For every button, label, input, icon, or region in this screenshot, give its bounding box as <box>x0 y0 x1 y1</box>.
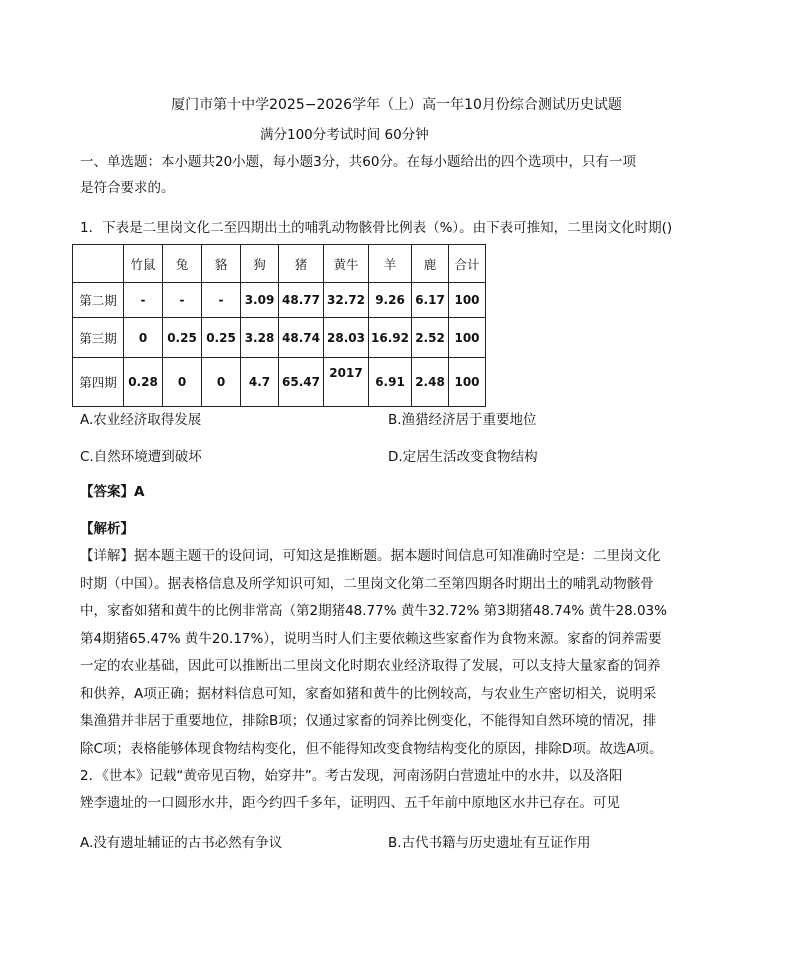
table-cell: 2.48 <box>412 358 449 407</box>
table-cell: - <box>202 283 241 318</box>
q1-answer: 【答案】A <box>80 484 145 500</box>
question-2-stem-line-1: 2．《世本》记载“黄帝见百物，始穿井”。考古发现，河南汤阴白营遗址中的水井，以及洛阳 <box>80 768 623 784</box>
table-cell: 2.52 <box>412 318 449 358</box>
table-cell: 100 <box>449 283 486 318</box>
q1-option-b[interactable]: B.渔猎经济居于重要地位 <box>388 412 537 428</box>
table-header-row <box>73 245 486 283</box>
analysis-line: 时期（中国）。据表格信息及所学知识可知，二里岗文化第二至第四期各时期出土的哺乳动物骸骨 <box>80 575 654 592</box>
table-row-label: 第四期 <box>73 358 124 407</box>
analysis-line: 和供养，A项正确；据材料信息可知，家畜如猪和黄牛的比例较高，与农业生产密切相关，说明采 <box>80 685 657 702</box>
page-subtitle: 满分100分考试时间 60分钟 <box>260 127 429 143</box>
table-cell: 100 <box>449 358 486 407</box>
table-header-cell: 鹿 <box>412 245 449 283</box>
table-cell: 65.47 <box>279 358 324 407</box>
table-cell: 0.25 <box>163 318 202 358</box>
table-header-cell: 狗 <box>241 245 279 283</box>
page-title: 厦门市第十中学2025−2026学年（上）高一年10月份综合测试历史试题 <box>171 97 622 113</box>
q1-analysis-text <box>80 543 690 763</box>
analysis-line: 中，家畜如猪和黄牛的比例非常高（第2期猪48.77% 黄牛32.72% 第3期猪48.74% 黄牛28.03% <box>80 603 667 619</box>
table-header-cell: 合计 <box>449 245 486 283</box>
table-cell: 6.91 <box>369 358 412 407</box>
table-header-cell: 羊 <box>369 245 412 283</box>
table-row-label: 第三期 <box>73 318 124 358</box>
table-cell: 6.17 <box>412 283 449 318</box>
table-cell: 4.7 <box>241 358 279 407</box>
table-row <box>73 283 486 318</box>
analysis-line: 除C项；表格能够体现食物结构变化，但不能得知改变食物结构变化的原因，排除D项。故选A项。 <box>80 740 663 757</box>
table-cell: 0.28 <box>124 358 163 407</box>
table-cell: 3.28 <box>241 318 279 358</box>
question-1-stem: 1．下表是二里岗文化二至四期出土的哺乳动物骸骨比例表（%）。由下表可推知，二里岗文化时期() <box>80 220 673 236</box>
table-cell: - <box>163 283 202 318</box>
table-cell: 28.03 <box>324 318 369 358</box>
table-header-cell: 黄牛 <box>324 245 369 283</box>
table-cell: 0 <box>124 318 163 358</box>
section-instruction-line-2: 是符合要求的。 <box>80 180 175 196</box>
q2-option-b[interactable]: B.古代书籍与历史遗址有互证作用 <box>388 835 591 851</box>
bone-ratio-table <box>72 244 486 407</box>
table-header-cell: 貉 <box>202 245 241 283</box>
analysis-line: 一定的农业基础，因此可以推断出二里岗文化时期农业经济取得了发展，可以支持大量家畜的饲养 <box>80 658 661 674</box>
analysis-line: 第4期猪65.47% 黄牛20.17%），说明当时人们主要依赖这些家畜作为食物来源。家畜的饲养需要 <box>80 630 662 647</box>
table-header-cell: 兔 <box>163 245 202 283</box>
table-cell: 0 <box>202 358 241 407</box>
table-header-cell: 猪 <box>279 245 324 283</box>
q2-option-a[interactable]: A.没有遗址辅证的古书必然有争议 <box>80 835 283 851</box>
table-cell: 48.74 <box>279 318 324 358</box>
table-row <box>73 358 486 407</box>
table-cell: 48.77 <box>279 283 324 318</box>
table-row-label: 第二期 <box>73 283 124 318</box>
q1-option-c[interactable]: C.自然环境遭到破坏 <box>80 449 202 465</box>
table-row <box>73 318 486 358</box>
table-header-cell <box>73 245 124 283</box>
analysis-line: 【详解】据本题主题干的设问词，可知这是推断题。据本题时间信息可知准确时空是：二里岗文化 <box>80 548 661 564</box>
section-instruction-line-1: 一、单选题：本小题共20小题，每小题3分，共60分。在每小题给出的四个选项中，只有一项 <box>80 154 636 170</box>
analysis-line: 集渔猎并非居于重要地位，排除B项；仅通过家畜的饲养比例变化，不能得知自然环境的情况，排 <box>80 713 657 729</box>
table-cell: 16.92 <box>369 318 412 358</box>
q1-option-a[interactable]: A.农业经济取得发展 <box>80 412 202 428</box>
table-cell: 9.26 <box>369 283 412 318</box>
question-2-stem-line-2: 矬李遗址的一口圆形水井，距今约四千多年，证明四、五千年前中原地区水井已存在。可见 <box>80 795 620 811</box>
q1-option-d[interactable]: D.定居生活改变食物结构 <box>388 449 538 465</box>
table-cell: 32.72 <box>324 283 369 318</box>
table-cell: 0.25 <box>202 318 241 358</box>
table-header-cell: 竹鼠 <box>124 245 163 283</box>
table-cell: 100 <box>449 318 486 358</box>
table-cell: 3.09 <box>241 283 279 318</box>
table-cell: 2017 <box>324 358 369 407</box>
table-cell: 0 <box>163 358 202 407</box>
q1-analysis-label: 【解析】 <box>80 521 134 537</box>
table-cell: - <box>124 283 163 318</box>
